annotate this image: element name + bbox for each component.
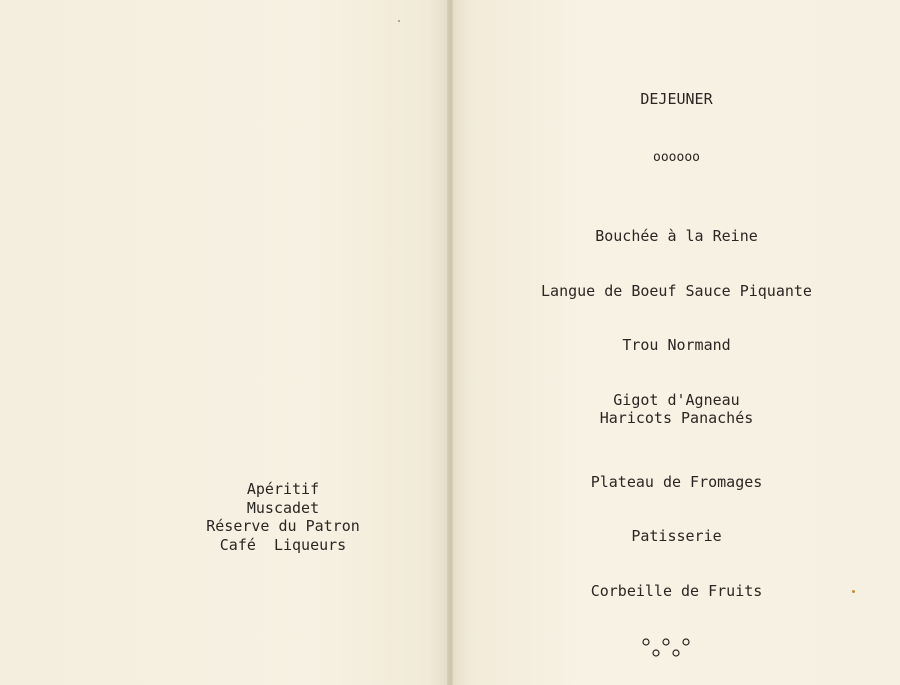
course-gigot-line: Gigot d'Agneau [613, 391, 740, 409]
course-fruits: Corbeille de Fruits [590, 582, 763, 600]
menu-title: DEJEUNER [640, 90, 713, 108]
bottom-divider-ornament [640, 636, 696, 660]
drink-aperitif: Apéritif [246, 480, 320, 498]
drink-cafe-liqueurs: Café Liqueurs [219, 535, 347, 554]
top-divider: oooooo [653, 150, 700, 165]
course-gigot [453, 391, 900, 427]
course-langue: Langue de Boeuf Sauce Piquante [541, 282, 812, 300]
course-haricots-line: Haricots Panachés [599, 409, 754, 427]
course-patisserie: Patisserie [631, 527, 722, 545]
course-bouchee: Bouchée à la Reine [595, 227, 758, 245]
drink-muscadet: Muscadet [246, 498, 320, 517]
course-fromages: Plateau de Fromages [590, 473, 763, 491]
left-page [0, 0, 447, 685]
paper-speck [852, 590, 855, 593]
drink-reserve: Réserve du Patron [206, 517, 360, 535]
paper-speck [398, 20, 400, 22]
course-trou-normand: Trou Normand [622, 336, 731, 354]
